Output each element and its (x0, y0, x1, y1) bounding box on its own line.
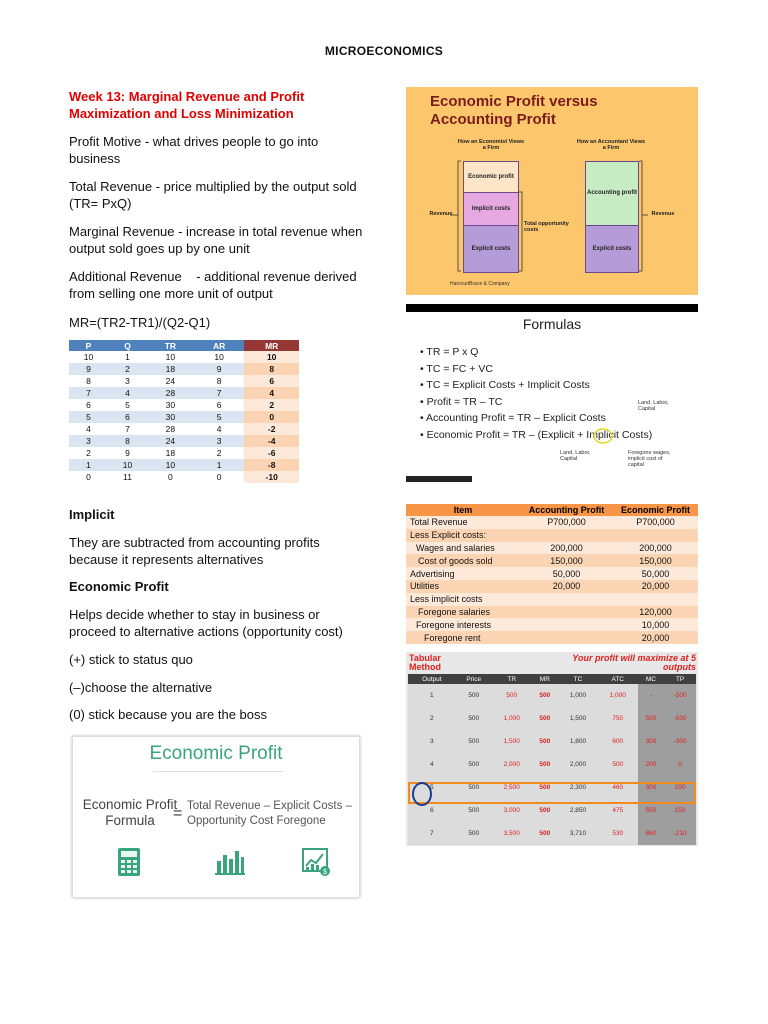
table-cell: 30 (147, 411, 194, 423)
tabular-header: Price (456, 674, 492, 684)
table-row (406, 618, 698, 631)
table-cell (520, 606, 613, 619)
formulas-list (420, 344, 652, 443)
table-cell: 0 (664, 753, 696, 776)
economic-profit-text: Helps decide whether to stay in business or proceed to alternative actions (opportunity cost) (69, 607, 343, 639)
table-cell: Advertising (406, 567, 520, 580)
formula-item: • TC = FC + VC (420, 361, 652, 378)
table-cell: -300 (664, 730, 696, 753)
table-cell: 500 (532, 730, 559, 753)
tabular-header: TC (558, 674, 598, 684)
table-cell: 10,000 (613, 618, 698, 631)
table-cell: 5 (108, 399, 147, 411)
table-cell: 4 (194, 423, 245, 435)
ep-figure-title: Economic Profit (149, 743, 283, 764)
week-heading: Week 13: Marginal Revenue and Profit Maximization and Loss Minimization (69, 89, 305, 121)
implicit-costs-block: Implicit costs (463, 192, 519, 226)
table-cell: 500 (532, 822, 559, 845)
minus-rule: (–)choose the alternative (69, 680, 213, 695)
table-cell: 200 (664, 776, 696, 799)
table-cell: 2,000 (492, 753, 532, 776)
svg-text:$: $ (323, 869, 327, 876)
profit-motive-text: Profit Motive - what drives people to go into business (69, 134, 319, 166)
table-cell: Less implicit costs (406, 593, 520, 606)
table-cell: 300 (638, 730, 665, 753)
table-cell: 1 (408, 684, 456, 707)
table-cell (613, 529, 698, 542)
table-cell: -210 (664, 822, 696, 845)
mr-table-header: MR (244, 340, 299, 351)
table-cell: 475 (598, 799, 638, 822)
table-cell: 3 (108, 375, 147, 387)
table-cell: Utilities (406, 580, 520, 593)
table-row (406, 606, 698, 619)
table-cell: 500 (456, 684, 492, 707)
table-row (406, 516, 698, 529)
table-cell: 300 (638, 776, 665, 799)
table-cell: -4 (244, 435, 299, 447)
tabular-header: MR (532, 674, 559, 684)
table-cell: 1 (194, 459, 245, 471)
table-cell: 9 (194, 363, 245, 375)
table-row (406, 542, 698, 555)
table-cell: 500 (532, 776, 559, 799)
note-foregone-wages: Foregone wages, implicit cost of capital (628, 450, 671, 468)
plus-rule: (+) stick to status quo (69, 652, 193, 667)
table-cell: 550 (638, 799, 665, 822)
figure-footer: HarcourtBrace & Company (450, 281, 510, 287)
table-cell: 2 (194, 447, 245, 459)
tabular-header: TR (492, 674, 532, 684)
ep-formula-label: Economic Profit Formula (82, 797, 178, 828)
revenue-right-label: Revenue (651, 211, 675, 217)
formulas-topbar (406, 304, 698, 312)
table-cell: 3,500 (492, 822, 532, 845)
formulas-figure (406, 304, 698, 488)
table-cell: 1 (108, 351, 147, 363)
table-cell: P700,000 (613, 516, 698, 529)
mr-table (69, 340, 299, 483)
table-cell: 9 (69, 363, 108, 375)
mr-table-header: P (69, 340, 108, 351)
table-cell: 10 (244, 351, 299, 363)
table-row (69, 363, 299, 375)
table-row (408, 707, 696, 730)
table-cell: 1,000 (598, 684, 638, 707)
table-cell: 5 (69, 411, 108, 423)
table-cell: 7 (69, 387, 108, 399)
table-cell: 1,500 (492, 730, 532, 753)
table-cell: Foregone rent (406, 631, 520, 644)
ep-equals: = (173, 805, 183, 822)
table-cell: 0 (69, 471, 108, 483)
table-cell (520, 529, 613, 542)
table-cell: 6 (194, 399, 245, 411)
implicit-heading: Implicit (69, 507, 115, 522)
table-cell: 28 (147, 423, 194, 435)
table-cell: 200 (638, 753, 665, 776)
table-cell: 1,800 (558, 730, 598, 753)
table-cell: 10 (69, 351, 108, 363)
table-cell: 0 (147, 471, 194, 483)
tabular-header: MC (638, 674, 665, 684)
table-cell: 20,000 (520, 580, 613, 593)
table-cell: 200,000 (613, 542, 698, 555)
table-cell: 7 (108, 423, 147, 435)
table-cell: 500 (456, 776, 492, 799)
tabular-header: TP (664, 674, 696, 684)
tabular-header: ATC (598, 674, 638, 684)
table-cell (520, 618, 613, 631)
table-cell: 460 (598, 776, 638, 799)
table-cell (613, 593, 698, 606)
table-cell: 18 (147, 447, 194, 459)
table-cell: 0 (244, 411, 299, 423)
table-cell: 50,000 (613, 567, 698, 580)
table-cell: 2,000 (558, 753, 598, 776)
table-cell: 9 (108, 447, 147, 459)
document-title: MICROECONOMICS (324, 44, 444, 58)
table-cell: Foregone interests (406, 618, 520, 631)
revenue-left-label: Revenue (429, 211, 453, 217)
table-cell: 500 (532, 707, 559, 730)
table-row (69, 375, 299, 387)
calculator-icon (117, 847, 141, 877)
table-cell: 150 (664, 799, 696, 822)
table-row (69, 435, 299, 447)
acc-table-header: Item (406, 504, 520, 516)
table-cell: 6 (69, 399, 108, 411)
tabular-method-figure (406, 652, 698, 846)
table-cell: 3 (408, 730, 456, 753)
row-highlight (408, 782, 696, 804)
table-cell: 1,000 (492, 707, 532, 730)
table-cell: 150,000 (520, 554, 613, 567)
table-cell: 7 (408, 822, 456, 845)
table-cell: 30 (147, 399, 194, 411)
table-cell: 6 (244, 375, 299, 387)
table-cell: Less Explicit costs: (406, 529, 520, 542)
formula-item: • Economic Profit = TR – (Explicit + Implicit Costs) (420, 427, 652, 444)
table-cell: 3 (69, 435, 108, 447)
table-row (406, 567, 698, 580)
table-cell: Wages and salaries (406, 542, 520, 555)
table-cell: 500 (456, 753, 492, 776)
table-row (69, 459, 299, 471)
table-row (406, 580, 698, 593)
table-row (69, 471, 299, 483)
note-land-labor-2: Land, Labor, Capital (560, 450, 591, 462)
table-row (69, 423, 299, 435)
table-cell: 4 (69, 423, 108, 435)
mr-table-header: TR (147, 340, 194, 351)
table-cell: 2 (108, 363, 147, 375)
table-row (408, 684, 696, 707)
economic-profit-heading: Economic Profit (69, 579, 169, 594)
mr-formula: MR=(TR2-TR1)/(Q2-Q1) (69, 315, 211, 330)
tabular-method-table (408, 674, 696, 845)
accountant-header: How an Accountant Views a Firm (576, 139, 646, 151)
table-cell: 500 (492, 684, 532, 707)
table-cell: 1,500 (558, 707, 598, 730)
table-cell: 600 (598, 730, 638, 753)
table-cell: 120,000 (613, 606, 698, 619)
implicit-text: They are subtracted from accounting profits because it represents alternatives (69, 535, 320, 567)
table-cell: 10 (108, 459, 147, 471)
additional-revenue-text: Additional Revenue - additional revenue derived from selling one more unit of output (69, 269, 361, 301)
mr-table-header: Q (108, 340, 147, 351)
mr-table-header: AR (194, 340, 245, 351)
table-cell: 3,710 (558, 822, 598, 845)
table-cell: 500 (532, 753, 559, 776)
acct-explicit-costs-block: Explicit costs (585, 225, 639, 273)
table-cell: 5 (408, 776, 456, 799)
table-cell: 50,000 (520, 567, 613, 580)
table-cell: 3 (194, 435, 245, 447)
output-circle (412, 782, 432, 806)
table-cell: - (638, 684, 665, 707)
table-cell: 2,300 (558, 776, 598, 799)
table-cell: 500 (532, 684, 559, 707)
source-strip (406, 476, 472, 482)
table-cell: 150,000 (613, 554, 698, 567)
accounting-profit-block: Accounting profit (585, 161, 639, 226)
table-cell: 2,500 (492, 776, 532, 799)
table-cell: 8 (194, 375, 245, 387)
table-cell: 860 (638, 822, 665, 845)
zero-rule: (0) stick because you are the boss (69, 707, 267, 722)
explicit-costs-block: Explicit costs (463, 225, 519, 273)
table-cell: 24 (147, 435, 194, 447)
marginal-revenue-text: Marginal Revenue - increase in total revenue when output sold goes up by one unit (69, 224, 363, 256)
table-row (406, 554, 698, 567)
money-chart-icon (301, 847, 331, 877)
table-cell: 6 (108, 411, 147, 423)
table-cell: -10 (244, 471, 299, 483)
table-cell: Foregone salaries (406, 606, 520, 619)
formula-item: • Accounting Profit = TR – Explicit Costs (420, 410, 652, 427)
table-cell: 4 (244, 387, 299, 399)
ep-divider (153, 771, 283, 772)
table-cell: -6 (244, 447, 299, 459)
economic-profit-figure (72, 736, 360, 898)
table-cell: 500 (456, 822, 492, 845)
table-row (69, 387, 299, 399)
table-cell: Cost of goods sold (406, 554, 520, 567)
table-cell: 530 (598, 822, 638, 845)
table-cell: 500 (532, 799, 559, 822)
table-cell: 4 (108, 387, 147, 399)
formulas-title: Formulas (522, 316, 582, 332)
table-cell: 500 (638, 707, 665, 730)
table-cell: 500 (456, 707, 492, 730)
formula-item: • TR = P x Q (420, 344, 652, 361)
economic-profit-block: Economic profit (463, 161, 519, 193)
tabular-method-caption: Your profit will maximize at 5 outputs (572, 653, 696, 672)
tabular-method-title: Tabular Method (409, 653, 441, 672)
table-row (408, 822, 696, 845)
table-row (408, 730, 696, 753)
table-cell: 1,000 (558, 684, 598, 707)
table-cell: 18 (147, 363, 194, 375)
table-cell (520, 593, 613, 606)
table-cell: 10 (194, 351, 245, 363)
table-cell: 5 (194, 411, 245, 423)
table-cell: 6 (408, 799, 456, 822)
table-cell: -8 (244, 459, 299, 471)
table-cell: 24 (147, 375, 194, 387)
table-cell (520, 631, 613, 644)
table-cell: 7 (194, 387, 245, 399)
table-cell: 28 (147, 387, 194, 399)
table-cell: 11 (108, 471, 147, 483)
table-cell: 3,000 (492, 799, 532, 822)
formula-item: • TC = Explicit Costs + Implicit Costs (420, 377, 652, 394)
table-row (69, 351, 299, 363)
economist-header: How an Economist Views a Firm (457, 139, 525, 151)
bar-chart-icon (215, 847, 245, 875)
table-cell: 10 (147, 351, 194, 363)
bracket-lines (406, 87, 698, 295)
table-row (69, 447, 299, 459)
table-row (406, 631, 698, 644)
note-land-labor-1: Land, Labor, Capital (638, 400, 669, 412)
acc-table-header: Accounting Profit (520, 504, 613, 516)
highlight-circle (592, 428, 614, 444)
table-row (406, 529, 698, 542)
table-cell: 8 (108, 435, 147, 447)
table-cell: 8 (69, 375, 108, 387)
table-cell: 500 (456, 730, 492, 753)
table-row (406, 593, 698, 606)
table-cell: 2,850 (558, 799, 598, 822)
total-revenue-text: Total Revenue - price multiplied by the output sold (TR= PxQ) (69, 179, 357, 211)
table-cell: P700,000 (520, 516, 613, 529)
table-cell: 2 (69, 447, 108, 459)
table-cell: Total Revenue (406, 516, 520, 529)
table-cell: 200,000 (520, 542, 613, 555)
table-cell: 20,000 (613, 631, 698, 644)
table-cell: 20,000 (613, 580, 698, 593)
table-row (69, 411, 299, 423)
figure-title-line2: Accounting Profit (430, 111, 556, 128)
accounting-profit-table (406, 504, 698, 644)
total-opportunity-label: Total opportunity costs (524, 221, 569, 233)
table-cell: 500 (598, 753, 638, 776)
table-cell: 500 (456, 799, 492, 822)
tabular-header: Output (408, 674, 456, 684)
table-cell: 0 (194, 471, 245, 483)
table-row (408, 753, 696, 776)
ep-formula-text: Total Revenue – Explicit Costs – Opportunity Cost Foregone (187, 800, 352, 827)
table-cell: -500 (664, 684, 696, 707)
econ-vs-accounting-figure (406, 87, 698, 295)
table-cell: 2 (408, 707, 456, 730)
table-cell: 4 (408, 753, 456, 776)
table-row (69, 399, 299, 411)
figure-title-line1: Economic Profit versus (430, 93, 598, 110)
acc-table-header: Economic Profit (613, 504, 698, 516)
table-cell: 8 (244, 363, 299, 375)
table-cell: 10 (147, 459, 194, 471)
table-cell: 750 (598, 707, 638, 730)
table-cell: -2 (244, 423, 299, 435)
table-cell: -500 (664, 707, 696, 730)
formula-item: • Profit = TR – TC (420, 394, 652, 411)
table-cell: 1 (69, 459, 108, 471)
table-cell: 2 (244, 399, 299, 411)
